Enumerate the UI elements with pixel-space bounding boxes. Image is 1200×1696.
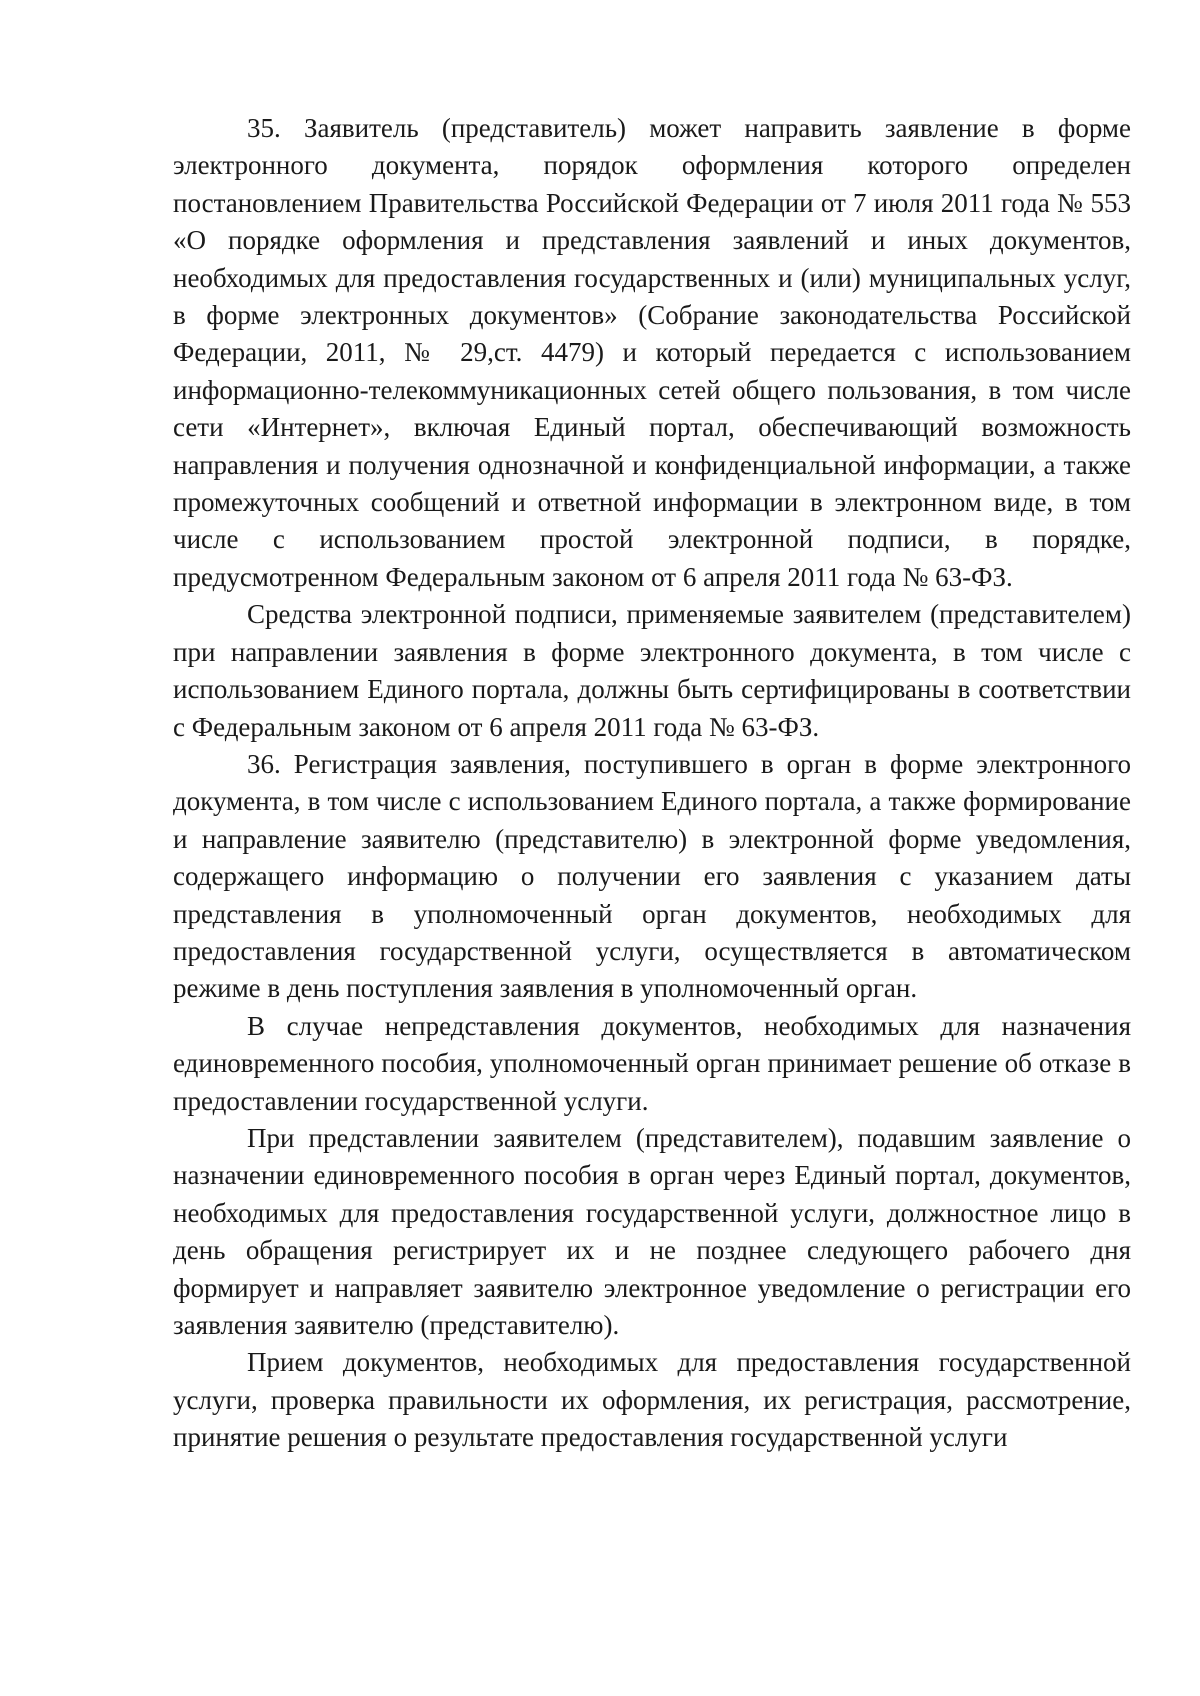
paragraph-portal-submission: При представлении заявителем (представителем), подавшим заявление о назначении единовременного пособия в орган через Единый портал, документов, необходимых для предоставления государственной услуги, должностное лицо в день обращения регистрирует их и не позднее следующего рабочего дня формирует и направляет заявителю электронное уведомление о регистрации его заявления заявителю (представителю).: [173, 1122, 1131, 1340]
paragraph-refusal: В случае непредставления документов, необходимых для назначения единовременного пособия, уполномоченный орган принимает решение об отказе в предоставлении государственной услуги.: [173, 1010, 1131, 1116]
paragraph-document-reception: Прием документов, необходимых для предоставления государственной услуги, проверка правильности их оформления, их регистрация, рассмотрение, принятие решения о результате предоставления государственной услуги: [173, 1347, 1131, 1453]
paragraph-electronic-signature: Средства электронной подписи, применяемые заявителем (представителем) при направлении заявления в форме электронного документа, в том числе с использованием Единого портала, должны быть сертифицированы в соответствии с Федеральным законом от 6 апреля 2011 года № 63-ФЗ.: [173, 599, 1131, 742]
paragraph-35-electronic-application: 35. Заявитель (представитель) может направить заявление в форме электронного документа, порядок оформления которого определен постановлением Правительства Российской Федерации от 7 июля 2011 года № 553 «О порядке оформления и представления заявлений и иных документов, необходимых для предоставления государственных и (или) муниципальных услуг, в форме электронных документов» (Собрание законодательства Российской Федерации, 2011, № 29,ст. 4479) и который передается с использованием информационно-телекоммуникационных сетей общего пользования, в том числе сети «Интернет», включая Единый портал, обеспечивающий возможность направления и получения однозначной и конфиденциальной информации, а также промежуточных сообщений и ответной информации в электронном виде, в том числе с использованием простой электронной подписи, в порядке, предусмотренном Федеральным законом от 6 апреля 2011 года № 63-ФЗ.: [173, 113, 1131, 592]
document-body: [173, 110, 1131, 1457]
paragraph-36-registration: 36. Регистрация заявления, поступившего в орган в форме электронного документа, в том числе с использованием Единого портала, а также формирование и направление заявителю (представителю) в электронной форме уведомления, содержащего информацию о получении его заявления с указанием даты представления в уполномоченный орган документов, необходимых для предоставления государственной услуги, осуществляется в автоматическом режиме в день поступления заявления в уполномоченный орган.: [173, 748, 1131, 1004]
